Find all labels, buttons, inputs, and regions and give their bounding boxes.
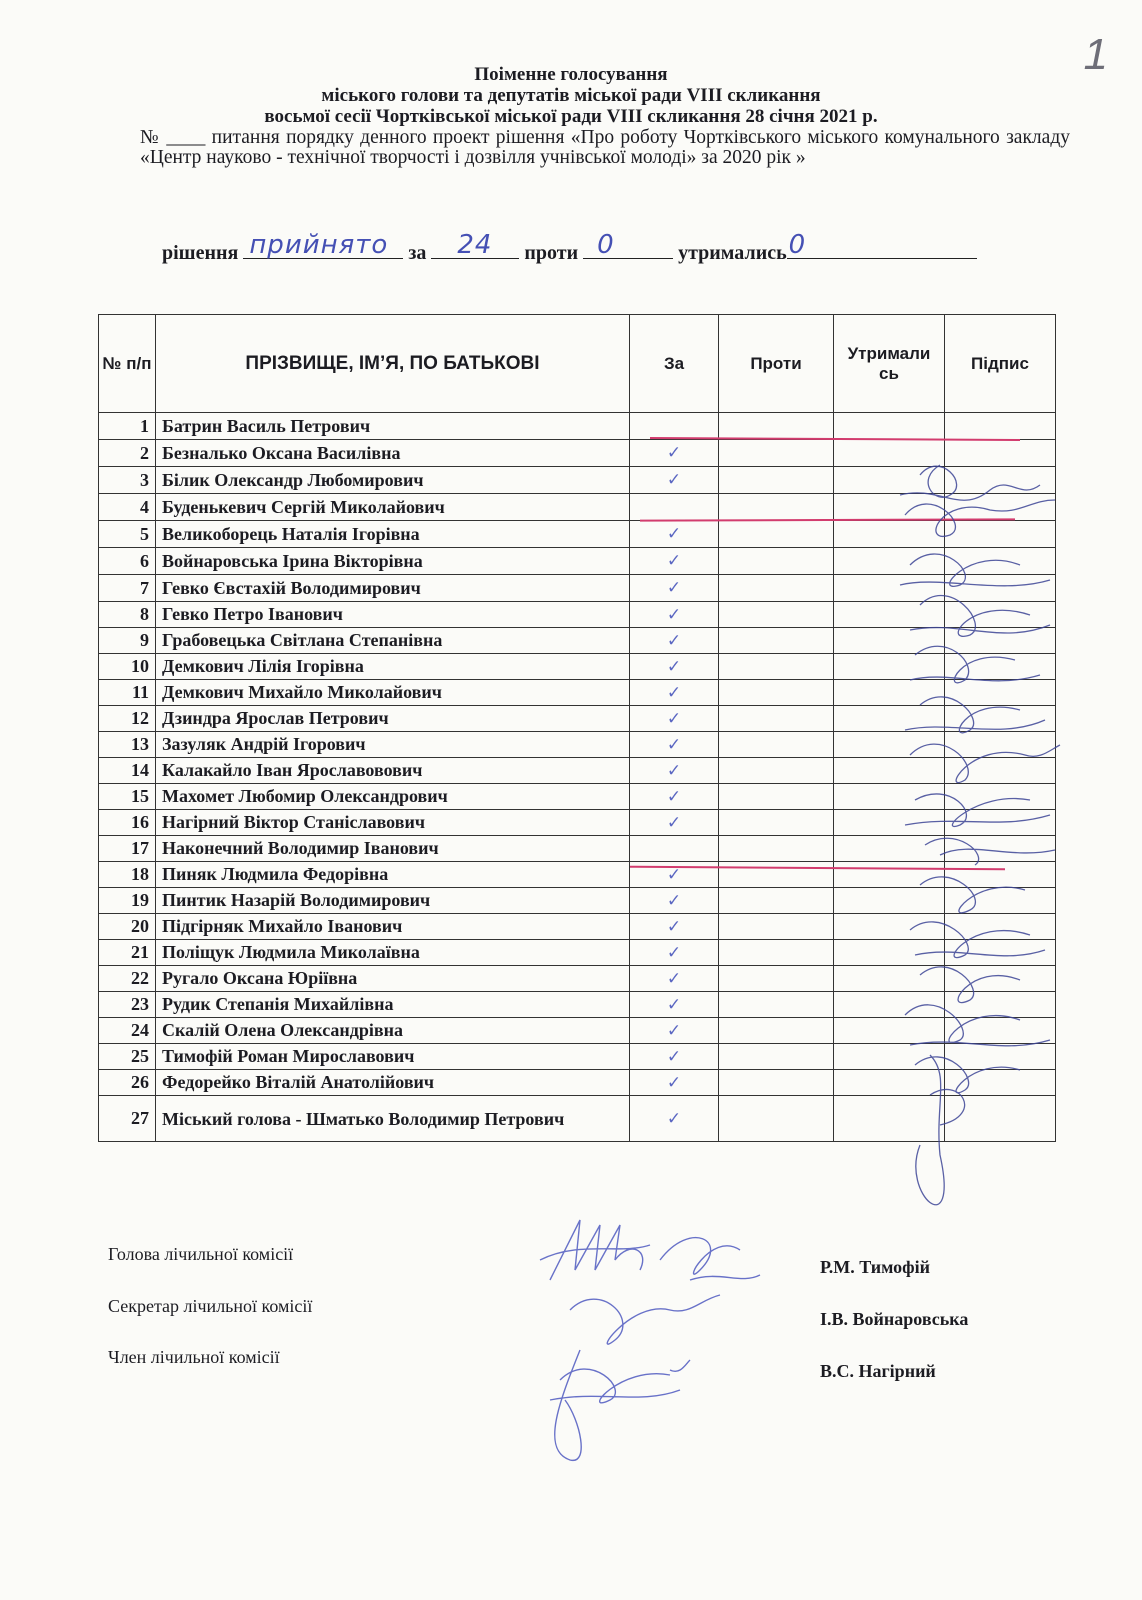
col-name-header: ПРІЗВИЩЕ, ІМ’Я, ПО БАТЬКОВІ [156, 315, 630, 413]
member-name: Калакайло Іван Ярославовович [156, 758, 630, 784]
vote-against-cell [719, 836, 834, 862]
agenda-item-text: № ____ питання порядку денного проект рішення «Про роботу Чортківського міського комунального закладу «Центр науково - технічної творчості і дозвілля учнівської молоді» за 2020 рік » [140, 127, 1070, 168]
chair-name: Р.М. Тимофій [820, 1257, 931, 1277]
member-name: Пинтик Назарій Володимирович [156, 888, 630, 914]
row-number: 25 [99, 1044, 156, 1070]
row-number: 13 [99, 732, 156, 758]
vote-for-cell: ✓ [630, 1018, 719, 1044]
decision-label: рішення [162, 242, 239, 264]
row-number: 19 [99, 888, 156, 914]
row-number: 12 [99, 706, 156, 732]
against-field [583, 230, 673, 260]
vote-for-cell: ✓ [630, 940, 719, 966]
member-name: Скалій Олена Олександрівна [156, 1018, 630, 1044]
vote-against-cell [719, 413, 834, 440]
vote-for-cell: ✓ [630, 966, 719, 992]
row-number: 7 [99, 575, 156, 602]
member-name: Махомет Любомир Олександрович [156, 784, 630, 810]
vote-for-cell: ✓ [630, 1044, 719, 1070]
vote-for-cell: ✓ [630, 628, 719, 654]
vote-for-cell: ✓ [630, 575, 719, 602]
col-abstain-header: Утримались [834, 315, 945, 413]
col-against-header: Проти [719, 315, 834, 413]
vote-for-cell: ✓ [630, 992, 719, 1018]
member-name: Буденькевич Сергій Миколайович [156, 494, 630, 521]
vote-for-cell: ✓ [630, 548, 719, 575]
doc-subtitle: міського голови та депутатів міської ради VIII скликання [321, 85, 821, 106]
member-name: В.С. Нагірний [820, 1361, 936, 1381]
vote-for-cell [630, 413, 719, 440]
vote-for-cell: ✓ [630, 810, 719, 836]
for-field [431, 230, 519, 260]
member-name: Грабовецька Світлана Степанівна [156, 628, 630, 654]
against-value: 0 [597, 230, 615, 260]
row-number: 26 [99, 1070, 156, 1096]
member-name: Зазуляк Андрій Ігорович [156, 732, 630, 758]
member-name: Великоборець Наталія Ігорівна [156, 521, 630, 548]
col-num-header: № п/п [99, 315, 156, 413]
row-number: 9 [99, 628, 156, 654]
row-number: 4 [99, 494, 156, 521]
vote-against-cell [719, 706, 834, 732]
member-name: Гевко Петро Іванович [156, 602, 630, 628]
vote-abstain-cell [834, 413, 945, 440]
vote-against-cell [719, 732, 834, 758]
member-name: Батрин Василь Петрович [156, 413, 630, 440]
vote-for-cell: ✓ [630, 654, 719, 680]
vote-for-cell: ✓ [630, 706, 719, 732]
page-number: 1 [1083, 30, 1108, 79]
session-line: восьмої сесії Чортківської міської ради VIII скликання 28 січня 2021 р. [264, 106, 878, 127]
member-name: Войнаровська Ірина Вікторівна [156, 548, 630, 575]
member-name: Наконечний Володимир Іванович [156, 836, 630, 862]
row-number: 22 [99, 966, 156, 992]
decision-value: прийнято [249, 230, 389, 260]
vote-against-cell [719, 888, 834, 914]
signature-cell [945, 413, 1056, 440]
member-name: Демкович Лілія Ігорівна [156, 654, 630, 680]
row-number: 18 [99, 862, 156, 888]
row-number: 17 [99, 836, 156, 862]
table-row [99, 413, 1056, 440]
vote-against-cell [719, 992, 834, 1018]
vote-for-cell: ✓ [630, 732, 719, 758]
row-number: 3 [99, 467, 156, 494]
for-value: 24 [457, 230, 493, 260]
vote-for-cell: ✓ [630, 862, 719, 888]
member-name: Поліщук Людмила Миколаївна [156, 940, 630, 966]
vote-against-cell [719, 440, 834, 467]
vote-against-cell [719, 628, 834, 654]
member-name: Нагірний Віктор Станіславович [156, 810, 630, 836]
vote-against-cell [719, 810, 834, 836]
vote-against-cell [719, 966, 834, 992]
vote-for-cell: ✓ [630, 602, 719, 628]
abstained-value: 0 [788, 230, 807, 260]
vote-for-cell: ✓ [630, 440, 719, 467]
vote-against-cell [719, 1070, 834, 1096]
row-number: 20 [99, 914, 156, 940]
member-name: Ругало Оксана Юріївна [156, 966, 630, 992]
row-number: 1 [99, 413, 156, 440]
member-label: Член лічильної комісії [108, 1347, 280, 1367]
member-name: Підгірняк Михайло Іванович [156, 914, 630, 940]
decision-line [162, 230, 977, 265]
vote-for-cell: ✓ [630, 914, 719, 940]
secretary-label: Секретар лічильної комісії [108, 1296, 313, 1316]
secretary-name: І.В. Войнаровська [820, 1309, 969, 1329]
against-label: проти [524, 242, 579, 264]
col-signature-header: Підпис [945, 315, 1056, 413]
vote-for-cell: ✓ [630, 521, 719, 548]
member-name: Демкович Михайло Миколайович [156, 680, 630, 706]
row-number: 8 [99, 602, 156, 628]
row-number: 6 [99, 548, 156, 575]
vote-for-cell: ✓ [630, 467, 719, 494]
vote-against-cell [719, 680, 834, 706]
abstained-label: утримались [678, 242, 787, 264]
row-number: 15 [99, 784, 156, 810]
vote-for-cell: ✓ [630, 758, 719, 784]
vote-against-cell [719, 602, 834, 628]
row-number: 27 [99, 1096, 156, 1142]
for-label: за [408, 242, 427, 264]
vote-against-cell [719, 1096, 834, 1142]
member-name: Пиняк Людмила Федорівна [156, 862, 630, 888]
vote-for-cell: ✓ [630, 784, 719, 810]
vote-for-cell: ✓ [630, 680, 719, 706]
member-name: Міський голова - Шматько Володимир Петрович [156, 1096, 630, 1142]
member-name: Білик Олександр Любомирович [156, 467, 630, 494]
row-number: 21 [99, 940, 156, 966]
row-number: 5 [99, 521, 156, 548]
row-number: 2 [99, 440, 156, 467]
member-name: Дзиндра Ярослав Петрович [156, 706, 630, 732]
row-number: 23 [99, 992, 156, 1018]
vote-against-cell [719, 494, 834, 521]
vote-against-cell [719, 862, 834, 888]
decision-field [243, 230, 403, 260]
vote-against-cell [719, 467, 834, 494]
vote-for-cell: ✓ [630, 888, 719, 914]
vote-against-cell [719, 758, 834, 784]
vote-against-cell [719, 940, 834, 966]
doc-title: Поіменне голосування [474, 64, 668, 85]
vote-for-cell [630, 836, 719, 862]
commission-signatures [520, 1200, 780, 1480]
abstained-field [787, 230, 977, 260]
col-for-header: За [630, 315, 719, 413]
vote-against-cell [719, 548, 834, 575]
vote-against-cell [719, 784, 834, 810]
row-number: 14 [99, 758, 156, 784]
member-name: Рудик Степанія Михайлівна [156, 992, 630, 1018]
vote-against-cell [719, 1044, 834, 1070]
member-signatures [880, 455, 1080, 1235]
vote-against-cell [719, 521, 834, 548]
member-name: Безналько Оксана Василівна [156, 440, 630, 467]
vote-against-cell [719, 575, 834, 602]
vote-for-cell: ✓ [630, 1070, 719, 1096]
vote-against-cell [719, 1018, 834, 1044]
row-number: 16 [99, 810, 156, 836]
row-number: 10 [99, 654, 156, 680]
member-name: Федорейко Віталій Анатолійович [156, 1070, 630, 1096]
vote-for-cell: ✓ [630, 1096, 719, 1142]
chair-label: Голова лічильної комісії [108, 1244, 294, 1264]
member-name: Гевко Євстахій Володимирович [156, 575, 630, 602]
row-number: 11 [99, 680, 156, 706]
member-name: Тимофій Роман Мирославович [156, 1044, 630, 1070]
vote-for-cell [630, 494, 719, 521]
vote-against-cell [719, 654, 834, 680]
vote-against-cell [719, 914, 834, 940]
row-number: 24 [99, 1018, 156, 1044]
